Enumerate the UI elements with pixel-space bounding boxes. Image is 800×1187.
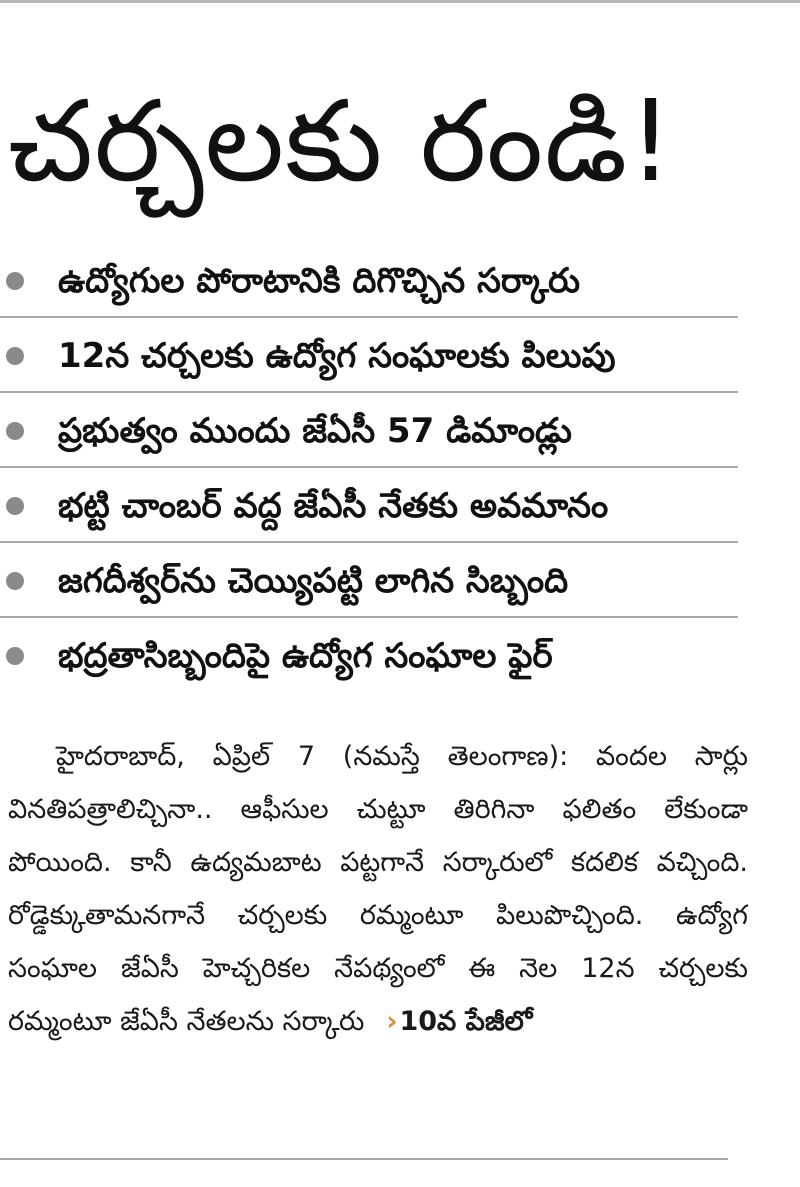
article-body-text: హైదరాబాద్, ఏప్రిల్ 7 (నమస్తే తెలంగాణ): వందల సార్లు వినతిపత్రాలిచ్చినా.. ఆఫీసుల చుట్టూ తిరిగినా ఫలితం లేకుండా పోయింది. కానీ ఉద్యమబాట పట్టగానే సర్కారులో కదలిక వచ్చింది. రోడ్డెక్కుతామనగానే చర్చలకు రమ్మంటూ పిలుపొచ్చింది. ఉద్యోగ సంఘాల జేఏసీ హెచ్చరికల నేపథ్యంలో ఈ నెల 12న చర్చలకు రమ్మంటూ జేఏసీ నేతలను సర్కారు (8, 741, 748, 1037)
highlight-text: ప్రభుత్వం ముందు జేఏసీ 57 డిమాండ్లు (58, 411, 572, 451)
highlight-text: 12న చర్చలకు ఉద్యోగ సంఘాలకు పిలుపు (58, 336, 616, 376)
highlight-divider (0, 616, 738, 618)
highlight-divider (0, 391, 738, 393)
article-body (8, 730, 748, 1048)
highlight-item (0, 619, 800, 694)
bullet-dot-icon (6, 422, 24, 440)
bullet-dot-icon (6, 347, 24, 365)
highlight-item (0, 319, 800, 394)
top-rule (0, 0, 800, 3)
highlight-item (0, 469, 800, 544)
highlights-list (0, 244, 800, 694)
bullet-dot-icon (6, 272, 24, 290)
highlight-text: భద్రతాసిబ్బందిపై ఉద్యోగ సంఘాల ఫైర్ (58, 636, 553, 676)
highlight-item (0, 394, 800, 469)
continued-link[interactable] (386, 1006, 532, 1037)
chevron-right-icon: › (386, 1006, 398, 1037)
highlight-divider (0, 541, 738, 543)
highlight-divider (0, 316, 738, 318)
bullet-dot-icon (6, 572, 24, 590)
highlight-item (0, 544, 800, 619)
continued-label: 10వ పేజీలో (399, 1006, 533, 1037)
highlight-divider (0, 466, 738, 468)
highlight-text: ఉద్యోగుల పోరాటానికి దిగొచ్చిన సర్కారు (58, 261, 581, 301)
highlight-text: భట్టి చాంబర్ వద్ద జేఏసీ నేతకు అవమానం (58, 486, 609, 526)
highlight-item (0, 244, 800, 319)
bottom-rule (0, 1158, 728, 1160)
bullet-dot-icon (6, 497, 24, 515)
headline: చర్చలకు రండి! (8, 77, 674, 207)
bullet-dot-icon (6, 647, 24, 665)
highlight-text: జగదీశ్వర్‌ను చెయ్యిపట్టి లాగిన సిబ్బంది (58, 561, 569, 601)
